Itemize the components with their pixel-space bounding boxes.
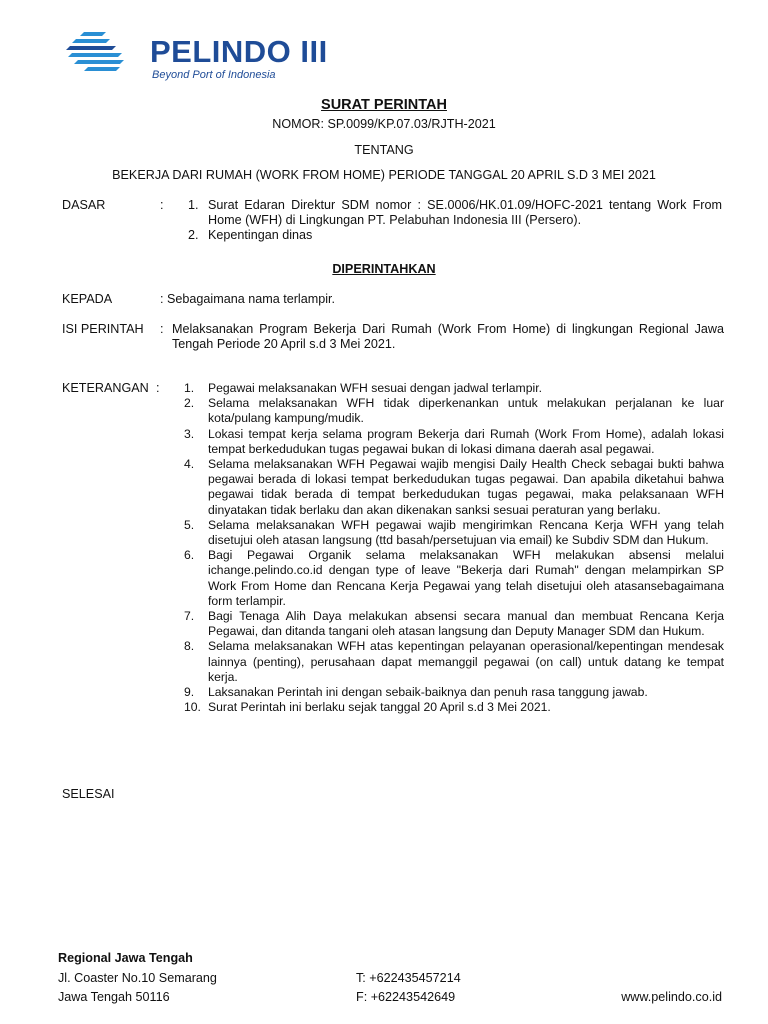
footer-website-link[interactable]: www.pelindo.co.id — [621, 990, 722, 1004]
logo-name: PELINDO III — [150, 34, 328, 69]
keterangan-item-text: Bagi Tenaga Alih Daya melakukan absensi secara manual dan membuat Rencana Kerja Pegawai, dan ditanda tangani oleh atasan langsung dan Deputy Manager SDM dan Hukum. — [208, 609, 724, 639]
dasar-label: DASAR — [62, 198, 106, 212]
kepada-text: : Sebagaimana nama terlampir. — [160, 292, 336, 306]
keterangan-item-number: 5. — [184, 517, 195, 532]
keterangan-item — [184, 381, 724, 396]
keterangan-item — [184, 639, 724, 685]
keterangan-item-text: Bagi Pegawai Organik selama melaksanakan WFH melakukan absensi melalui ichange.pelindo.co.id dengan type of leave "Bekerja dari Rumah" dengan melampirkan SP Work From Home dan Rencana Kerja Pegawai yang telah disetujui oleh atasansebagaimana form terlampir. — [208, 548, 724, 608]
keterangan-list — [184, 381, 724, 715]
keterangan-item-number: 2. — [184, 396, 195, 411]
isi-perintah-text: Melaksanakan Program Bekerja Dari Rumah (Work From Home) di lingkungan Regional Jawa Tengah Periode 20 April s.d 3 Mei 2021. — [172, 322, 724, 352]
company-logo — [66, 28, 328, 84]
document-title: SURAT PERINTAH — [321, 97, 447, 113]
isi-perintah-label: ISI PERINTAH — [62, 322, 144, 336]
document-subject: BEKERJA DARI RUMAH (WORK FROM HOME) PERIODE TANGGAL 20 APRIL S.D 3 MEI 2021 — [112, 168, 656, 182]
keterangan-colon: : — [156, 381, 160, 395]
logo-tagline: Beyond Port of Indonesia — [152, 69, 276, 81]
keterangan-item — [184, 396, 724, 426]
keterangan-item-text: Selama melaksanakan WFH tidak diperkenankan untuk melakukan perjalanan ke luar kota/pulang kampung/mudik. — [208, 396, 724, 426]
keterangan-item-number: 4. — [184, 457, 195, 472]
document-number: NOMOR: SP.0099/KP.07.03/RJTH-2021 — [272, 117, 496, 131]
keterangan-item-text: Selama melaksanakan WFH Pegawai wajib mengisi Daily Health Check sebagai bukti bahwa pegawai berada di lokasi tempat berkedudukan tugas pegawai. Dan apabila diketahui bahwa pegawai tidak berada di tempat berkedudukan tugas pegawai, maka pelaksanaan WFH dinyatakan tidak berlaku dan akan dikenakan sanksi sesuai peraturan yang berlaku. — [208, 457, 724, 517]
keterangan-item-text: Lokasi tempat kerja selama program Bekerja dari Rumah (Work From Home), adalah lokasi tempat berkedudukan tugas pegawai bukan di lokasi dimana daerah asal pegawai. — [208, 426, 724, 456]
dasar-item — [188, 198, 722, 228]
footer-address-line1: Jl. Coaster No.10 Semarang — [58, 971, 217, 985]
footer-fax: F: +62243542649 — [356, 990, 456, 1004]
keterangan-item — [184, 427, 724, 457]
keterangan-item — [184, 609, 724, 639]
keterangan-item-text: Selama melaksanakan WFH pegawai wajib mengirimkan Rencana Kerja WFH yang telah disetujui oleh atasan langsung (ttd basah/persetujuan via email) ke Subdiv SDM dan Hukum. — [208, 517, 724, 548]
keterangan-item — [184, 518, 724, 548]
dasar-list — [188, 198, 722, 244]
keterangan-item — [184, 548, 724, 609]
dasar-item — [188, 228, 722, 243]
dasar-item-text: Surat Edaran Direktur SDM nomor : SE.0006/HK.01.09/HOFC-2021 tentang Work From Home (WFH) di Lingkungan PT. Pelabuhan Indonesia III (Persero). — [208, 198, 722, 228]
dasar-item-text: Kepentingan dinas — [208, 228, 313, 243]
keterangan-item-number: 6. — [184, 548, 195, 563]
footer-phone: T: +622435457214 — [356, 971, 461, 985]
keterangan-item-text: Laksanakan Perintah ini dengan sebaik-baiknya dan penuh rasa tanggung jawab. — [208, 685, 648, 700]
about-label: TENTANG — [354, 143, 414, 157]
footer-office: Regional Jawa Tengah — [58, 951, 193, 965]
keterangan-item — [184, 700, 724, 715]
keterangan-item-text: Surat Perintah ini berlaku sejak tanggal 20 April s.d 3 Mei 2021. — [208, 700, 551, 715]
kepada-label: KEPADA — [62, 292, 113, 306]
dasar-item-number: 1. — [188, 198, 199, 212]
keterangan-item — [184, 685, 724, 700]
dasar-item-number: 2. — [188, 228, 199, 243]
footer-address-line2: Jawa Tengah 50116 — [58, 990, 170, 1004]
keterangan-item-number: 7. — [184, 609, 195, 624]
keterangan-item-number: 1. — [184, 381, 195, 395]
isi-perintah-colon: : — [160, 322, 164, 336]
dasar-colon: : — [160, 198, 164, 212]
keterangan-label: KETERANGAN — [62, 381, 149, 395]
keterangan-item-number: 10. — [184, 700, 201, 715]
keterangan-item — [184, 457, 724, 518]
keterangan-item-number: 3. — [184, 426, 195, 441]
keterangan-item-text: Selama melaksanakan WFH atas kepentingan pelayanan operasional/kepentingan mendesak lainnya (penting), perusahaan dapat memanggil pegawai (on call) untuk datang ke tempat kerja. — [208, 639, 724, 684]
keterangan-item-number: 9. — [184, 685, 195, 700]
keterangan-item-text: Pegawai melaksanakan WFH sesuai dengan jadwal terlampir. — [208, 381, 542, 395]
closing-text: SELESAI — [62, 787, 115, 801]
pelindo-wave-logo-icon — [66, 28, 132, 74]
command-heading: DIPERINTAHKAN — [332, 262, 436, 276]
keterangan-item-number: 8. — [184, 639, 195, 654]
